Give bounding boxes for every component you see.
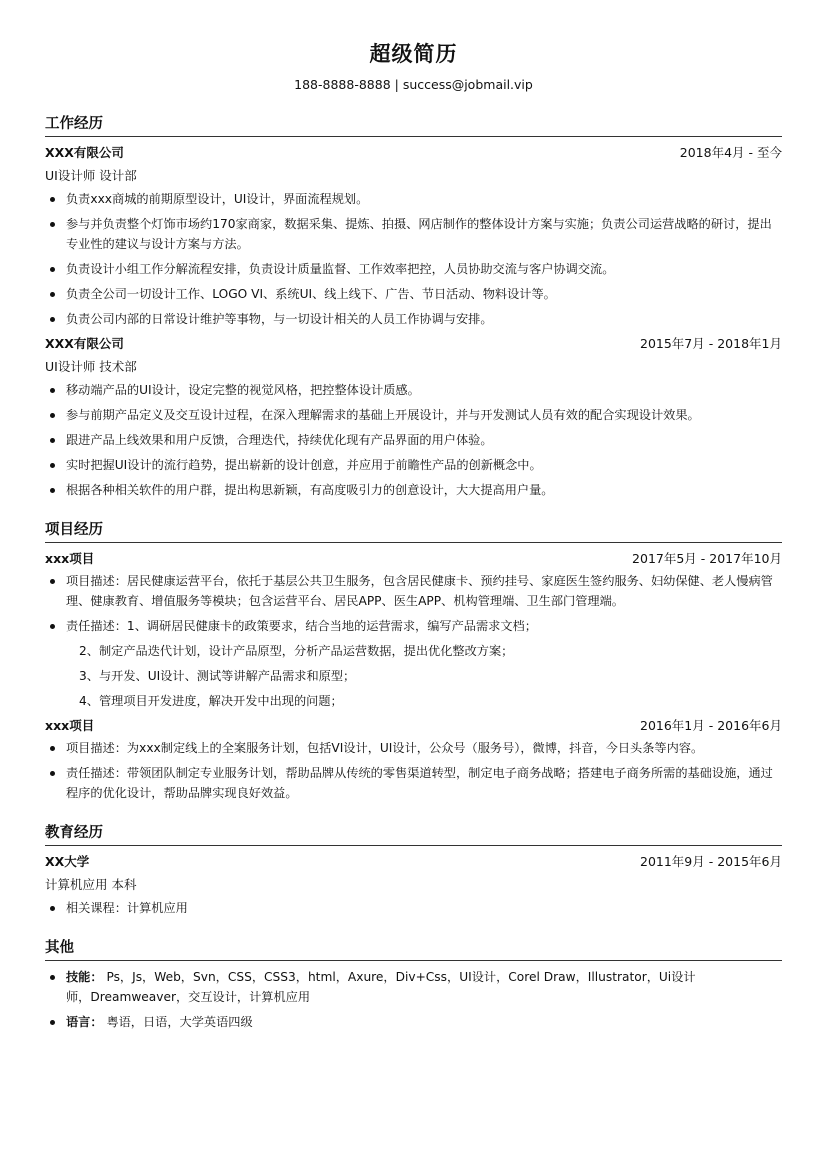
other-section-title: 其他	[45, 938, 782, 961]
project-description: 项目描述：为xxx制定线上的全案服务计划，包括VI设计，UI设计，公众号（服务号），微博，抖音，今日头条等内容。	[45, 738, 782, 758]
date-range: 2016年1月 - 2016年6月	[640, 718, 782, 733]
date-range: 2011年9月 - 2015年6月	[640, 854, 782, 869]
skills-text: Ps，Js，Web，Svn，CSS，CSS3，html，Axure，Div+Css，UI设计，Corel Draw，Illustrator，Ui设计师，Dreamweaver，交互设计，计算机应用	[66, 970, 696, 1004]
duty-line: 2、制定产品迭代计划，设计产品原型，分析产品运营数据，提出优化整改方案；	[79, 644, 514, 658]
bullet-list	[45, 738, 782, 803]
other-section	[45, 938, 782, 1032]
list-item: 负责全公司一切设计工作、LOGO VI、系统UI、线上线下、广告、节日活动、物料设计等。	[45, 284, 782, 304]
project-name: xxx项目	[45, 718, 95, 733]
work-section-title: 工作经历	[45, 114, 782, 137]
bullet-list	[45, 571, 782, 636]
project-description: 项目描述：居民健康运营平台，依托于基层公共卫生服务，包含居民健康卡、预约挂号、家庭医生签约服务、妇幼保健、老人慢病管理、健康教育、增值服务等模块；包含运营平台、居民APP、医生APP、机构管理端、卫生部门管理端。	[45, 571, 782, 611]
course-item: 相关课程：计算机应用	[45, 898, 782, 918]
company-name: XXX有限公司	[45, 336, 124, 351]
education-section	[45, 823, 782, 918]
project-duty: 责任描述：1、调研居民健康卡的政策要求，结合当地的运营需求，编写产品需求文档；	[45, 616, 782, 636]
list-item: 负责公司内部的日常设计维护等事物，与一切设计相关的人员工作协调与安排。	[45, 309, 782, 329]
bullet-list	[45, 898, 782, 918]
date-range: 2017年5月 - 2017年10月	[632, 551, 782, 566]
duty-line: 3、与开发、UI设计、测试等讲解产品需求和原型；	[79, 669, 356, 683]
date-range: 2018年4月 - 至今	[679, 145, 782, 160]
bullet-list	[45, 967, 782, 1032]
duty-line: 4、管理项目开发进度，解决开发中出现的问题；	[79, 694, 343, 708]
job-role: UI设计师 设计部	[45, 168, 137, 183]
list-item: 负责xxx商城的前期原型设计，UI设计，界面流程规划。	[45, 189, 782, 209]
school-name: XX大学	[45, 854, 90, 869]
work-section	[45, 114, 782, 500]
company-name: XXX有限公司	[45, 145, 124, 160]
project-section	[45, 520, 782, 803]
major-degree: 计算机应用 本科	[45, 877, 137, 892]
work-entry	[45, 143, 782, 329]
list-item: 实时把握UI设计的流行趋势，提出崭新的设计创意，并应用于前瞻性产品的创新概念中。	[45, 455, 782, 475]
bullet-list	[45, 380, 782, 500]
date-range: 2015年7月 - 2018年1月	[640, 336, 782, 351]
list-item: 参与前期产品定义及交互设计过程，在深入理解需求的基础上开展设计，并与开发测试人员有效的配合实现设计效果。	[45, 405, 782, 425]
language-label: 语言：	[66, 1015, 103, 1029]
list-item: 负责设计小组工作分解流程安排，负责设计质量监督、工作效率把控，人员协助交流与客户协调交流。	[45, 259, 782, 279]
project-name: xxx项目	[45, 551, 95, 566]
skills-label: 技能：	[66, 970, 103, 984]
project-entry	[45, 716, 782, 803]
contact-info: 188-8888-8888 | success@jobmail.vip	[294, 77, 533, 92]
bullet-list	[45, 189, 782, 329]
list-item: 根据各种相关软件的用户群，提出构思新颖，有高度吸引力的创意设计，大大提高用户量。	[45, 480, 782, 500]
job-role: UI设计师 技术部	[45, 359, 137, 374]
list-item: 跟进产品上线效果和用户反馈，合理迭代，持续优化现有产品界面的用户体验。	[45, 430, 782, 450]
education-section-title: 教育经历	[45, 823, 782, 846]
language-text: 粤语，日语，大学英语四级	[106, 1015, 253, 1029]
project-entry	[45, 549, 782, 711]
language-item	[45, 1012, 782, 1032]
work-entry	[45, 334, 782, 500]
list-item: 移动端产品的UI设计，设定完整的视觉风格，把控整体设计质感。	[45, 380, 782, 400]
project-duty: 责任描述：带领团队制定专业服务计划，帮助品牌从传统的零售渠道转型，制定电子商务战略；搭建电子商务所需的基础设施，通过程序的优化设计，帮助品牌实现良好效益。	[45, 763, 782, 803]
skills-item	[45, 967, 782, 1007]
resume-page	[45, 38, 782, 1037]
list-item: 参与并负责整个灯饰市场约170家商家，数据采集、提炼、拍摄、网店制作的整体设计方案与实施；负责公司运营战略的研讨，提出专业性的建议与设计方案与方法。	[45, 214, 782, 254]
project-section-title: 项目经历	[45, 520, 782, 543]
resume-title: 超级简历	[369, 42, 458, 66]
